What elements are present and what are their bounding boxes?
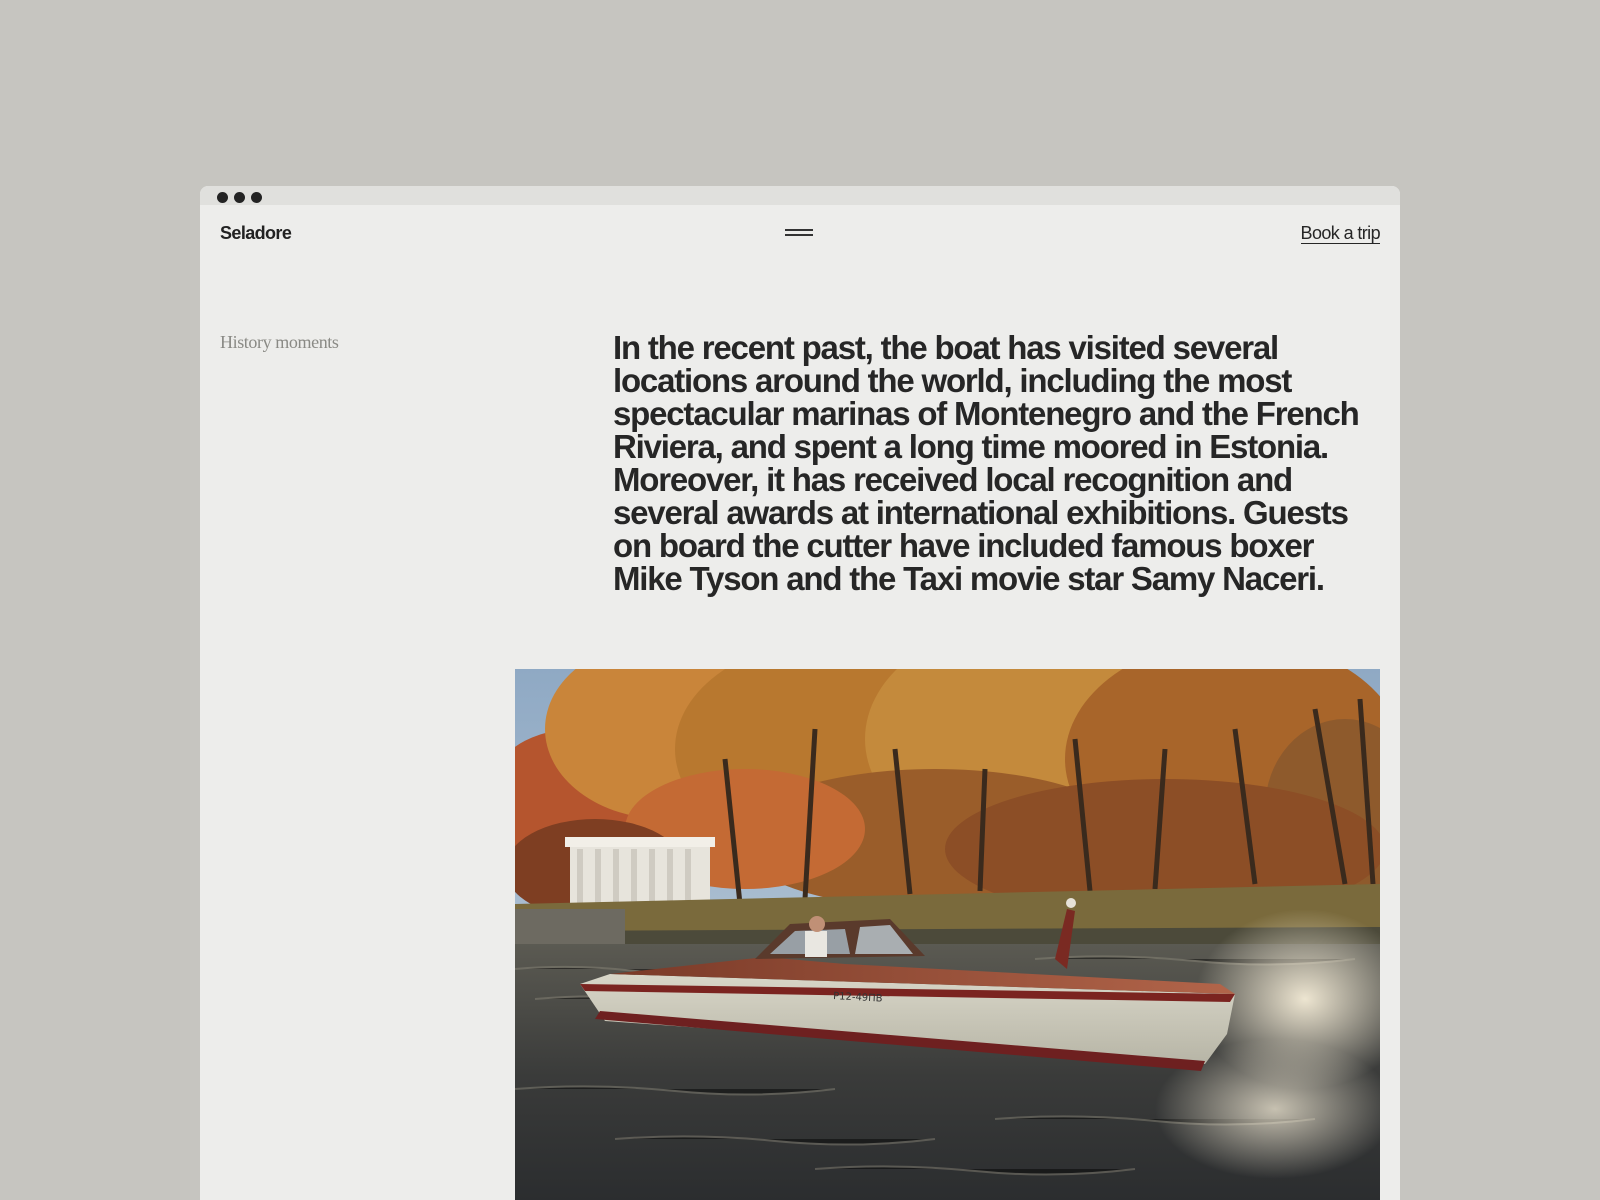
- window-dot-icon[interactable]: [234, 192, 245, 203]
- window-titlebar: [200, 186, 1400, 205]
- menu-line: [785, 229, 813, 231]
- section-label: History moments: [220, 332, 339, 352]
- browser-window: [200, 186, 1400, 1200]
- book-trip-link[interactable]: Book a trip: [1300, 223, 1380, 243]
- hull-number: P12-49ПВ: [832, 991, 883, 1005]
- window-dot-icon[interactable]: [217, 192, 228, 203]
- menu-icon[interactable]: [785, 224, 813, 238]
- window-controls: [217, 192, 262, 203]
- lead-paragraph: In the recent past, the boat has visited several locations around the world, including the most spectacular marinas of Montenegro and the French Riviera, and spent a long time moored in Estonia. Moreover, it has received local recognition and several awards at international exhibitions. Guests on board the cutter have included famous boxer Mike Tyson and the Taxi movie star Samy Naceri.: [613, 329, 1359, 597]
- site-header: [200, 205, 1400, 265]
- boat-photo: [515, 669, 1380, 1200]
- menu-line: [785, 234, 813, 236]
- brand-logo[interactable]: Seladore: [220, 223, 292, 243]
- window-dot-icon[interactable]: [251, 192, 262, 203]
- pavilion: [565, 837, 715, 904]
